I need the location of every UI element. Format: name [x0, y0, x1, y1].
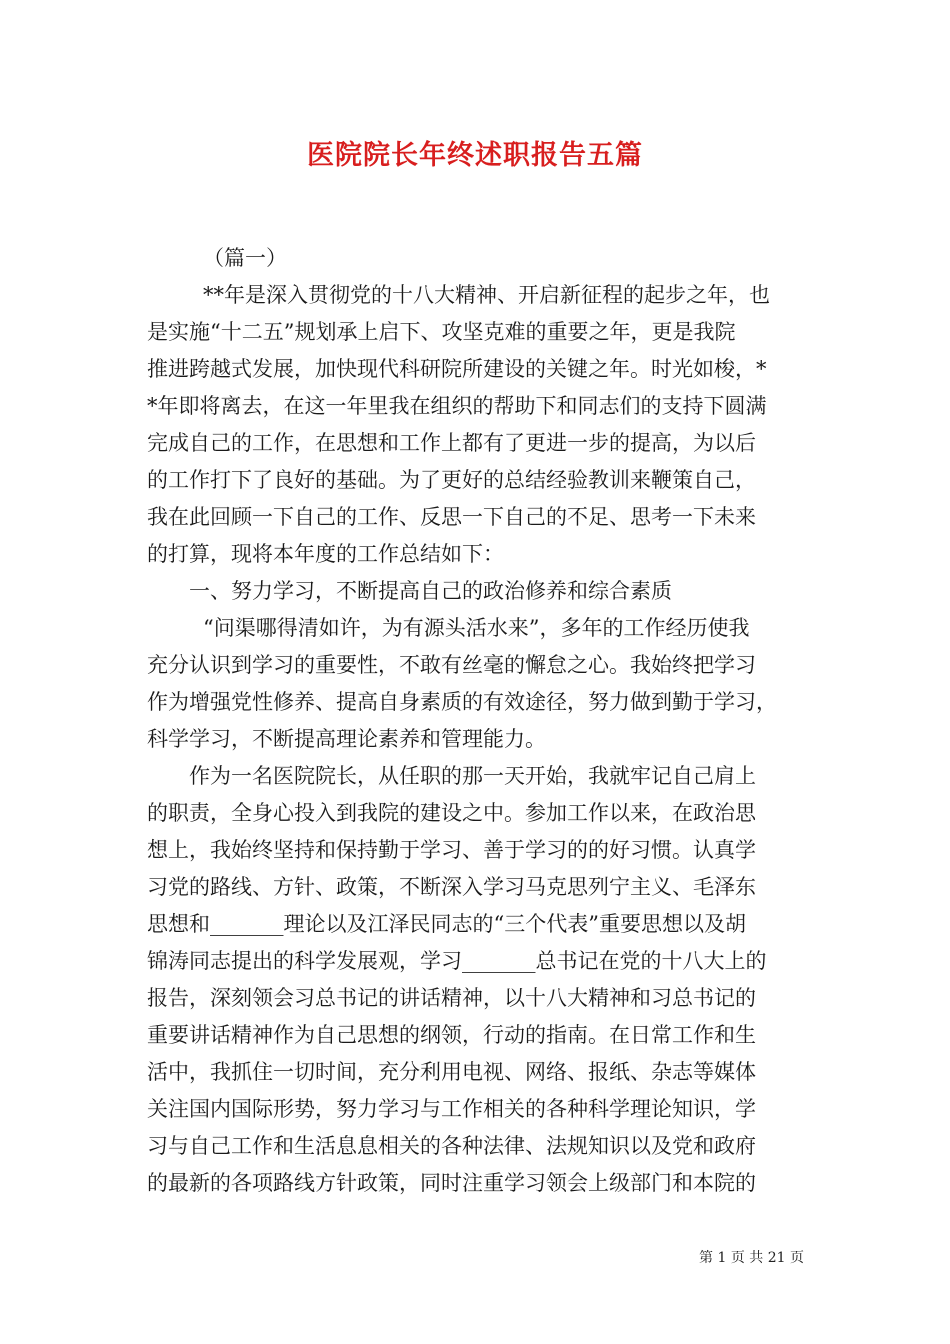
paragraph-line: 习与自己工作和生活息息相关的各种法律、法规知识以及党和政府 [147, 1134, 756, 1158]
document-title: 医院院长年终述职报告五篇 [307, 140, 643, 171]
paragraph-line: 的工作打下了良好的基础。为了更好的总结经验教训来鞭策自己， [147, 468, 756, 492]
paragraph-line: 习党的路线、方针、政策，不断深入学习马克思列宁主义、毛泽东 [147, 875, 756, 899]
page-number: 第 1 页 共 21 页 [699, 1250, 804, 1266]
paragraph-line: 想上，我始终坚持和保持勤于学习、善于学习的的好习惯。认真学 [147, 838, 756, 862]
paragraph-line: “问渠哪得清如许，为有源头活水来”，多年的工作经历使我 [203, 616, 750, 640]
paragraph-line: 锦涛同志提出的科学发展观，学习_______总书记在党的十八大上的 [147, 949, 767, 973]
paragraph-line: 是实施“十二五”规划承上启下、攻坚克难的重要之年，更是我院 [147, 320, 736, 344]
paragraph-line: 作为增强党性修养、提高自身素质的有效途径，努力做到勤于学习， [147, 690, 777, 714]
section-heading: （篇一） [203, 246, 287, 270]
paragraph-line: 作为一名医院院长，从任职的那一天开始，我就牢记自己肩上 [189, 764, 756, 788]
paragraph-line: 的最新的各项路线方针政策，同时注重学习领会上级部门和本院的 [147, 1171, 756, 1195]
paragraph-line: **年是深入贯彻党的十八大精神、开启新征程的起步之年，也 [203, 283, 770, 307]
paragraph-line: 重要讲话精神作为自己思想的纲领，行动的指南。在日常工作和生 [147, 1023, 756, 1047]
paragraph-line: 的职责，全身心投入到我院的建设之中。参加工作以来，在政治思 [147, 801, 756, 825]
paragraph-line: 我在此回顾一下自己的工作、反思一下自己的不足、思考一下未来 [147, 505, 756, 529]
paragraph-line: 完成自己的工作，在思想和工作上都有了更进一步的提高，为以后 [147, 431, 756, 455]
paragraph-line: 活中，我抓住一切时间，充分利用电视、网络、报纸、杂志等媒体 [147, 1060, 756, 1084]
paragraph-line: 的打算，现将本年度的工作总结如下： [147, 542, 504, 566]
paragraph-line: 充分认识到学习的重要性，不敢有丝毫的懈怠之心。我始终把学习 [147, 653, 756, 677]
paragraph-line: *年即将离去，在这一年里我在组织的帮助下和同志们的支持下圆满 [147, 394, 767, 418]
paragraph-line: 科学学习，不断提高理论素养和管理能力。 [147, 727, 546, 751]
document-body [147, 240, 817, 1202]
paragraph-line: 推进跨越式发展，加快现代科研院所建设的关键之年。时光如梭，* [147, 357, 767, 381]
paragraph-line: 关注国内国际形势，努力学习与工作相关的各种科学理论知识，学 [147, 1097, 756, 1121]
paragraph-line: 思想和_______理论以及江泽民同志的“三个代表”重要思想以及胡 [147, 912, 746, 936]
subheading: 一、努力学习，不断提高自己的政治修养和综合素质 [189, 579, 672, 603]
paragraph-line: 报告，深刻领会习总书记的讲话精神，以十八大精神和习总书记的 [147, 986, 756, 1010]
